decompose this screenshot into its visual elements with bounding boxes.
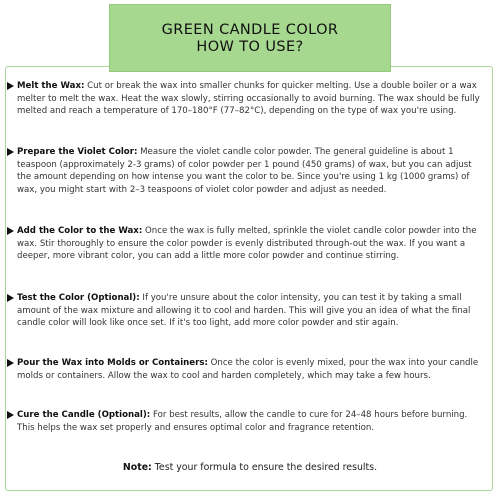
step-text [17,409,487,434]
note-text: Test your formula to ensure the desired results. [151,462,378,473]
step-body: Cut or break the wax into smaller chunks for quicker melting. Use a double boiler or a wax melter to melt the wax. Heat the wax slowly, stirring occasionally to avoid burning. The wax should be fully melted and reach a temperature of 170–180°F (77–82°C), depending on the type of wax you're using. [17,81,480,117]
step-text [17,80,487,118]
step-cure-candle [7,409,487,434]
title-line-1: GREEN CANDLE COLOR [161,22,339,38]
step-body: For best results, allow the candle to cure for 24–48 hours before burning. This helps the wax set properly and ensures optimal color and fragrance retention. [17,410,468,433]
arrow-bullet-icon [7,294,14,302]
note-label: Note: [122,462,152,473]
step-text [17,292,487,330]
step-heading: Melt the Wax: [17,81,85,91]
step-text [17,146,487,196]
arrow-bullet-icon [7,411,14,419]
step-add-color [7,225,487,263]
arrow-bullet-icon [7,359,14,367]
step-heading: Cure the Candle (Optional): [17,410,151,420]
arrow-bullet-icon [7,82,14,90]
step-test-color [7,292,487,330]
title-banner [109,4,391,72]
step-heading: Pour the Wax into Molds or Containers: [17,358,208,368]
step-heading: Prepare the Violet Color: [17,147,138,157]
step-body: Once the wax is fully melted, sprinkle the violet candle color powder into the wax. Stir thoroughly to ensure the color powder is evenly distributed through-out the wax. If you want a deeper, more vibrant color, you can add a little more color powder and continue stirring. [17,226,477,262]
step-body: Once the color is evenly mixed, pour the wax into your candle molds or containers. Allow the wax to cool and harden completely, which may take a few hours. [17,358,479,381]
step-melt-wax [7,80,487,118]
step-prepare-color [7,146,487,196]
step-body: If you're unsure about the color intensity, you can test it by taking a small amount of the wax mixture and allowing it to cool and harden. This will give you an idea of what the final candle color will look like once set. If it's too light, add more color powder and stir again. [17,293,471,329]
step-text [17,225,487,263]
step-heading: Add the Color to the Wax: [17,226,143,236]
footer-note [0,462,500,473]
arrow-bullet-icon [7,227,14,235]
step-heading: Test the Color (Optional): [17,293,140,303]
step-pour-wax [7,357,487,382]
step-text [17,357,487,382]
arrow-bullet-icon [7,148,14,156]
step-body: Measure the violet candle color powder. The general guideline is about 1 teaspoon (approximately 2-3 grams) of color powder per 1 pound (450 grams) of wax, but you can adjust the amount depending on how intense you want the color to be. Since you're using 1 kg (1000 grams) of wax, you might start with 2–3 teaspoons of violet color powder and adjust as needed. [17,147,472,195]
title-line-2: HOW TO USE? [196,39,304,55]
